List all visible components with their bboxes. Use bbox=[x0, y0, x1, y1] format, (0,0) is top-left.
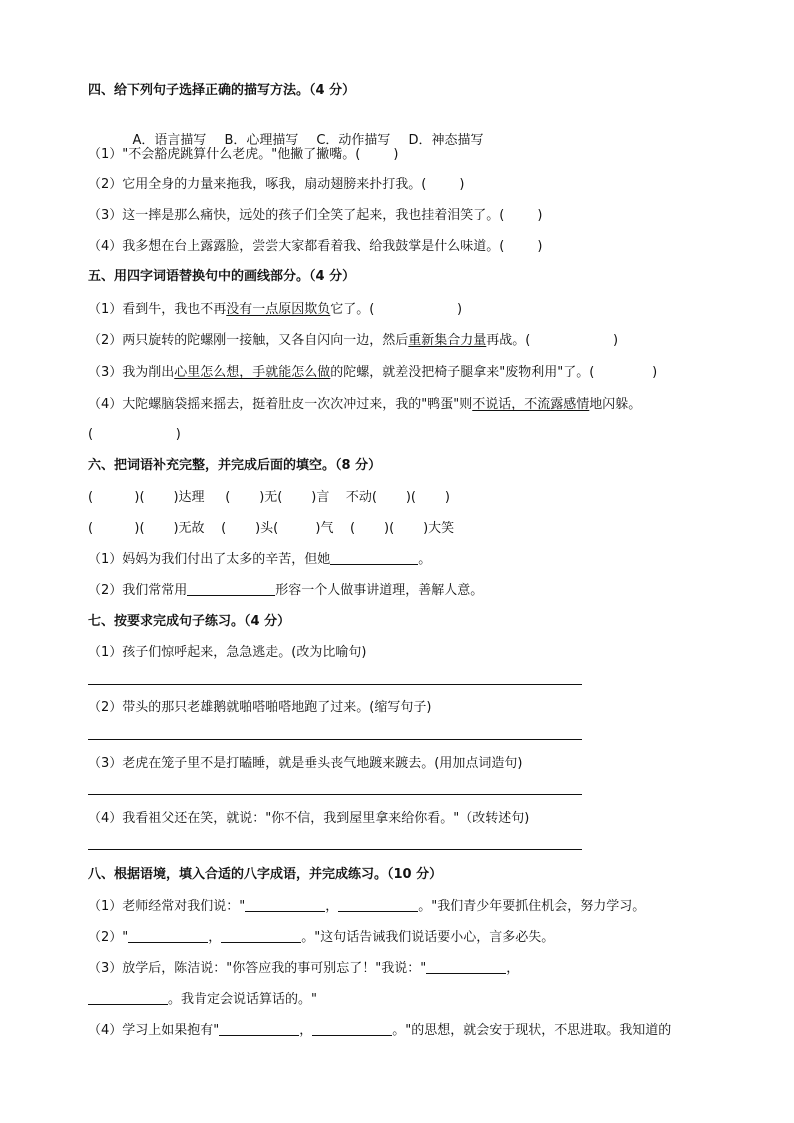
underlined-phrase: 没有一点原因欺负 bbox=[226, 302, 331, 317]
s5-item-1: （1）看到牛，我也不再没有一点原因欺负它了。( ) bbox=[88, 302, 463, 317]
answer-blank[interactable] bbox=[330, 552, 418, 565]
answer-line[interactable] bbox=[88, 794, 582, 795]
s6-row-2: ( )( )无故 ( )头( )气 ( )( )大笑 bbox=[88, 521, 455, 536]
option-d: D．神态描写 bbox=[408, 133, 484, 148]
option-c: C．动作描写 bbox=[316, 133, 391, 148]
underlined-phrase: 重新集合力量 bbox=[408, 333, 487, 348]
s4-item-1: （1）"不会豁虎跳算什么老虎。"他撇了撇嘴。( ) bbox=[88, 147, 399, 162]
s8-q2: （2）" ， 。"这句话告诫我们说话要小心，言多必失。 bbox=[88, 930, 555, 945]
s5-item-2: （2）两只旋转的陀螺刚一接触，又各自闪向一边，然后重新集合力量再战。( ) bbox=[88, 333, 619, 348]
section-4-heading: 四、给下列句子选择正确的描写方法。（4 分） bbox=[88, 83, 356, 98]
s4-item-4: （4）我多想在台上露露脸，尝尝大家都看着我、给我鼓掌是什么味道。( ) bbox=[88, 239, 543, 254]
s5-item-4: （4）大陀螺脑袋摇来摇去，挺着肚皮一次次冲过来，我的"鸭蛋"则不说话，不流露感情地闪躲。 bbox=[88, 397, 642, 412]
s6-q1: （1）妈妈为我们付出了太多的辛苦，但她 。 bbox=[88, 552, 432, 567]
answer-blank[interactable] bbox=[221, 930, 301, 943]
option-b: B．心理描写 bbox=[224, 133, 299, 148]
answer-blank[interactable] bbox=[426, 961, 506, 974]
s5-item-4-answer: ( ) bbox=[88, 427, 181, 442]
s4-item-2: （2）它用全身的力量来拖我，啄我，扇动翅膀来扑打我。( ) bbox=[88, 177, 465, 192]
s6-q2: （2）我们常常用 形容一个人做事讲道理，善解人意。 bbox=[88, 583, 484, 598]
answer-blank[interactable] bbox=[128, 930, 208, 943]
section-5-heading: 五、用四字词语替换句中的画线部分。（4 分） bbox=[88, 269, 356, 284]
answer-line[interactable] bbox=[88, 849, 582, 850]
answer-blank[interactable] bbox=[338, 899, 418, 912]
answer-blank[interactable] bbox=[88, 992, 168, 1005]
s5-item-3: （3）我为削出心里怎么想，手就能怎么做的陀螺，就差没把椅子腿拿来"废物利用"了。( ) bbox=[88, 365, 658, 380]
answer-blank[interactable] bbox=[245, 899, 325, 912]
section-7-heading: 七、按要求完成句子练习。（4 分） bbox=[88, 614, 291, 629]
s6-row-1: ( )( )达理 ( )无( )言 不动( )( ) bbox=[88, 490, 451, 505]
s8-q3: （3）放学后，陈洁说："你答应我的事可别忘了！"我说：" ， bbox=[88, 961, 520, 976]
s8-q3-cont: 。我肯定会说话算话的。" bbox=[88, 991, 317, 1009]
underlined-phrase: 不说话，不流露感情 bbox=[472, 397, 590, 412]
s4-item-3: （3）这一摔是那么痛快，远处的孩子们全笑了起来，我也挂着泪笑了。( ) bbox=[88, 208, 543, 223]
s7-item-2: （2）带头的那只老雄鹅就啪嗒啪嗒地跑了过来。(缩写句子) bbox=[88, 700, 432, 715]
section-8-heading: 八、根据语境，填入合适的八字成语，并完成练习。（10 分） bbox=[88, 867, 443, 882]
answer-line[interactable] bbox=[88, 739, 582, 740]
answer-blank[interactable] bbox=[219, 1023, 299, 1036]
section-6-heading: 六、把词语补充完整，并完成后面的填空。（8 分） bbox=[88, 458, 382, 473]
s7-item-1: （1）孩子们惊呼起来，急急逃走。(改为比喻句) bbox=[88, 645, 367, 660]
answer-line[interactable] bbox=[88, 684, 582, 685]
s7-item-3: （3）老虎在笼子里不是打瞌睡，就是垂头丧气地踱来踱去。(用加点词造句) bbox=[88, 756, 523, 771]
s8-q4: （4）学习上如果抱有" ， 。"的思想，就会安于现状，不思进取。我知道的 bbox=[88, 1023, 672, 1038]
s7-item-4: （4）我看祖父还在笑，就说："你不信，我到屋里拿来给你看。"（改转述句) bbox=[88, 811, 530, 826]
answer-blank[interactable] bbox=[187, 583, 275, 596]
s8-q1: （1）老师经常对我们说：" ， 。"我们青少年要抓住机会，努力学习。 bbox=[88, 899, 646, 914]
option-a: A．语言描写 bbox=[132, 133, 207, 148]
underlined-phrase: 心里怎么想，手就能怎么做 bbox=[174, 365, 331, 380]
answer-blank[interactable] bbox=[312, 1023, 392, 1036]
